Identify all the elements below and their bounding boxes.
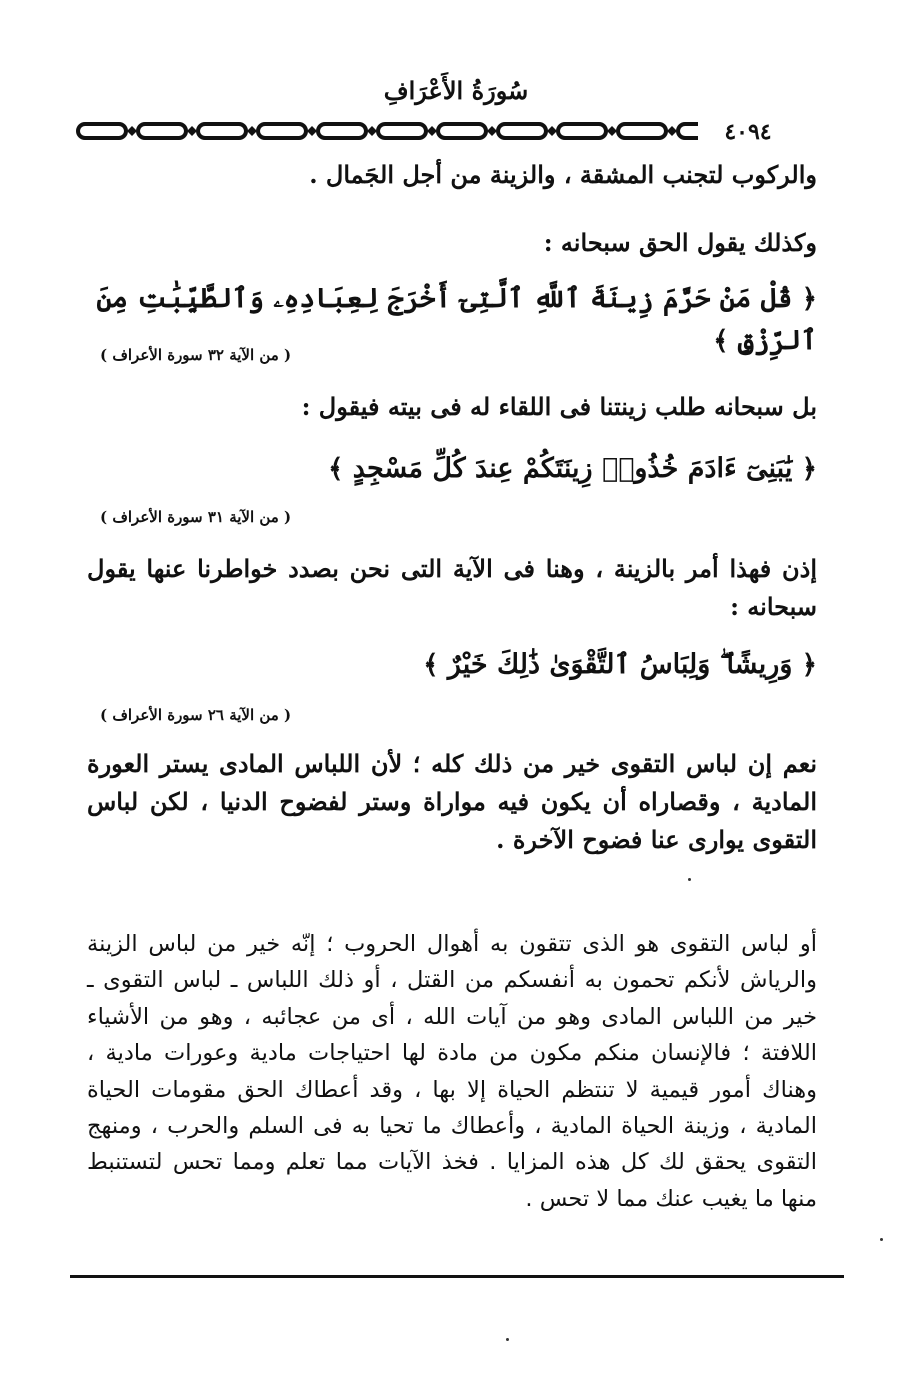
print-speck [506, 1338, 509, 1341]
paragraph-1: والركوب لتجنب المشقة ، والزينة من أجل الجَمال . [309, 160, 817, 189]
print-speck [688, 878, 691, 881]
paragraph-3: بل سبحانه طلب زينتنا فى اللقاء له فى بيته فيقول : [301, 392, 817, 421]
verse-open-bracket: ﴿ [801, 454, 817, 484]
verse-open-bracket: ﴿ [801, 284, 817, 314]
chain-link [198, 124, 246, 138]
chain-link [618, 124, 666, 138]
chain-diamond [247, 126, 257, 136]
paragraph-6: أو لباس التقوى هو الذى تتقون به أهوال الحروب ؛ إنّه خير من لباس الزينة والرياش لأنكم تحمون به أنفسكم من القتل ، أو ذلك اللباس ـ لباس التقوى ـ خير من اللباس المادى وهو من آيات الله ، أى من عجائبه ، وهو من الأشياء اللافتة ؛ فالإنسان منكم مكون من مادة لها احتياجات مادية وعورات مادية ، وهناك أمور قيمية لا تنتظم الحياة إلا بها ، وقد أعطاك الحق مقومات الحياة المادية ، وزينة الحياة المادية ، وأعطاك ما تحيا به فى السلم والحرب ، ومنهج التقوى يحقق لك كل هذه المزايا . فخذ الآيات مما تعلم ومما تحس لتستنبط منها ما يغيب عنك مما لا تحس . [87, 931, 817, 1212]
bottom-rule [70, 1275, 844, 1278]
verse-citation-3: ( من الآية ٢٦ سورة الأعراف ) [100, 706, 292, 724]
chain-link [258, 124, 306, 138]
paragraph-5: نعم إن لباس التقوى خير من ذلك كله ؛ لأن اللباس المادى يستر العورة المادية ، وقصاراه أن يكون فيه مواراة وستر لفضوح الدنيا ، لكن لباس التقوى يوارى عنا فضوح الآخرة . [87, 749, 817, 854]
verse-close-bracket: ﴾ [713, 326, 729, 356]
chain-link [78, 124, 126, 138]
surah-title: سُورَةُ الأَعْرَافِ [383, 76, 529, 105]
chain-link [378, 124, 426, 138]
verse-2-text: يَٰبَنِىٓ ءَادَمَ خُذُوا۟ زِينَتَكُمْ عِندَ كُلِّ مَسْجِدٍ [352, 453, 793, 484]
chain-link [318, 124, 366, 138]
chain-link [558, 124, 606, 138]
chain-diamond [187, 126, 197, 136]
chain-link [438, 124, 486, 138]
verse-citation-2: ( من الآية ٣١ سورة الأعراف ) [100, 508, 292, 526]
verse-1-text: قُلْ مَنْ حَرَّمَ زِينَةَ ٱللَّهِ ٱلَّتِىٓ أَخْرَجَ لِعِبَادِهِۦ وَٱلطَّيِّبَٰتِ مِنَ ٱلرِّزْقِ [96, 283, 817, 356]
verse-close-bracket: ﴾ [423, 650, 439, 680]
quran-verse-2 [87, 448, 817, 490]
quran-verse-3 [87, 644, 817, 686]
verse-close-bracket: ﴾ [328, 454, 344, 484]
chain-diamond [487, 126, 497, 136]
chain-diamond [667, 126, 677, 136]
paragraph-4: إذن فهذا أمر بالزينة ، وهنا فى الآية التى نحن بصدد خواطرنا عنها يقول سبحانه : [87, 554, 817, 621]
verse-open-bracket: ﴿ [801, 650, 817, 680]
verse-3-text: وَرِيشًا ۖ وَلِبَاسُ ٱلتَّقْوَىٰ ذَٰلِكَ خَيْرٌ [447, 649, 793, 680]
chain-diamond [307, 126, 317, 136]
page-number: ٤٠٩٤ [698, 118, 798, 146]
chain-diamond [367, 126, 377, 136]
verse-citation-1: ( من الآية ٣٢ سورة الأعراف ) [100, 346, 292, 364]
chain-link [498, 124, 546, 138]
chain-link [138, 124, 186, 138]
chain-diamond [427, 126, 437, 136]
paragraph-2: وكذلك يقول الحق سبحانه : [543, 228, 817, 257]
chain-diamond [127, 126, 137, 136]
chain-diamond [547, 126, 557, 136]
chain-diamond [607, 126, 617, 136]
print-speck [880, 1238, 883, 1241]
